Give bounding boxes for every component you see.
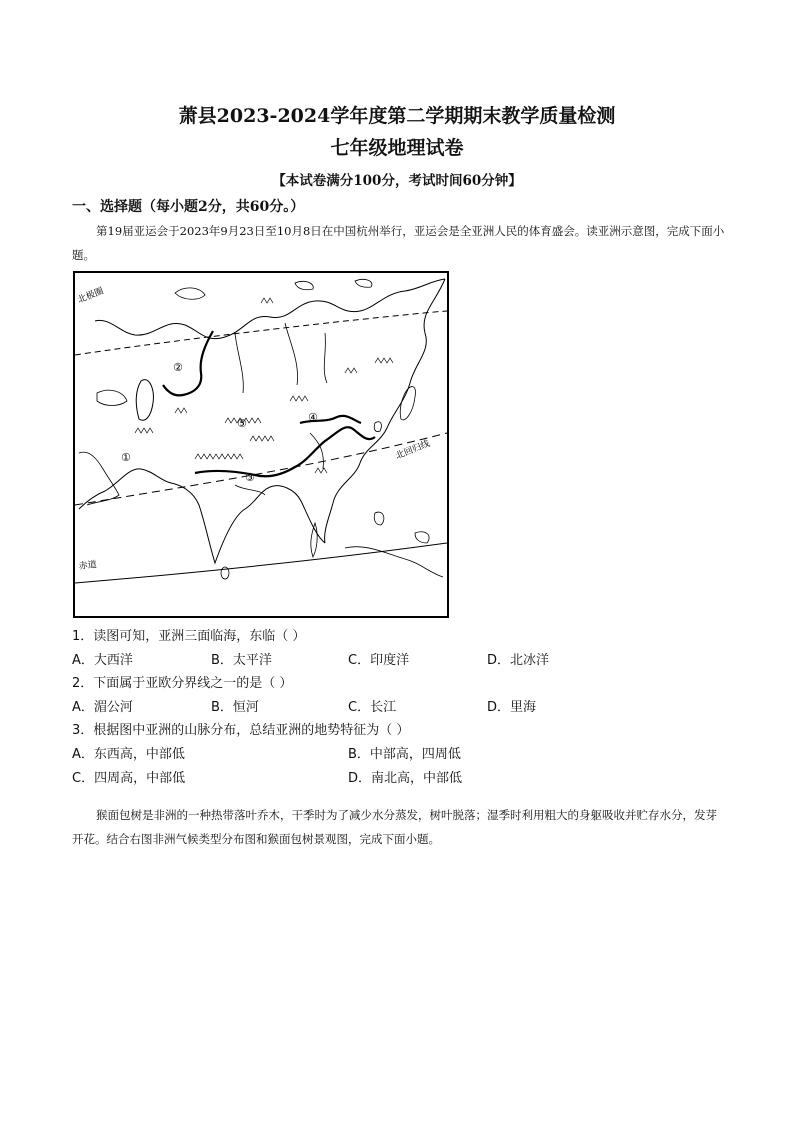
equator-line xyxy=(75,543,447,583)
question-1-option-d[interactable]: D．北冰洋 xyxy=(487,653,550,668)
island xyxy=(374,422,381,432)
exam-subtitle: 七年级地理试卷 xyxy=(330,137,464,159)
question-1-option-c[interactable]: C．印度洋 xyxy=(348,653,410,668)
island xyxy=(295,281,313,289)
tropic-of-cancer-label: 北回归线 xyxy=(394,439,432,462)
marker-5-label: ⑤ xyxy=(237,417,247,430)
west-coastline xyxy=(79,452,119,505)
island xyxy=(415,532,429,543)
question-3-option-d[interactable]: D．南北高，中部低 xyxy=(348,771,463,786)
question-2-option-c[interactable]: C．长江 xyxy=(348,700,397,715)
exam-note: 【本试卷满分100分，考试时间60分钟】 xyxy=(272,173,522,189)
island xyxy=(400,387,415,420)
question-1-option-b[interactable]: B．太平洋 xyxy=(211,653,272,668)
south-coastline xyxy=(79,469,325,563)
marker-2-label: ② xyxy=(173,361,183,374)
river xyxy=(285,323,298,385)
equator-label: 赤道 xyxy=(78,560,98,572)
section-intro-text: 第19届亚运会于2023年9月23日至10月8日在中国杭州举行，亚运会是全亚洲人民的体育盛会。读亚洲示意图，完成下面小题。 xyxy=(72,224,725,262)
island xyxy=(355,279,372,287)
marker-2 xyxy=(173,361,183,374)
islands-coast xyxy=(345,547,443,577)
east-coastline xyxy=(325,279,445,543)
mountain-symbols xyxy=(135,298,393,473)
marker-1 xyxy=(121,451,131,464)
section-heading: 一、选择题（每小题2分，共60分。） xyxy=(72,199,305,215)
question-3-option-b[interactable]: B．中部高，四周低 xyxy=(348,747,461,762)
marker-4 xyxy=(308,411,318,424)
river xyxy=(324,333,327,383)
caspian-sea xyxy=(136,380,153,421)
island xyxy=(374,512,384,525)
question-1-option-a[interactable]: A．大西洋 xyxy=(72,653,133,668)
section2-intro xyxy=(72,803,727,851)
arctic-coastline xyxy=(95,279,445,339)
question-2-option-d[interactable]: D．里海 xyxy=(487,700,537,715)
exam-title: 萧县2023-2024学年度第二学期期末教学质量检测 xyxy=(178,105,616,127)
asia-map xyxy=(73,271,449,618)
marker-3-label: ③ xyxy=(245,471,255,484)
island xyxy=(175,288,205,299)
asia-map-svg xyxy=(75,273,447,616)
section-intro xyxy=(72,219,732,267)
river xyxy=(235,333,243,393)
question-2-option-a[interactable]: A．湄公河 xyxy=(72,700,133,715)
question-3-option-a[interactable]: A．东西高，中部低 xyxy=(72,747,185,762)
question-2-stem: 2．下面属于亚欧分界线之一的是（ ） xyxy=(72,676,293,691)
asia-europe-boundary xyxy=(163,331,213,395)
marker-4-label: ④ xyxy=(308,411,318,424)
black-sea xyxy=(97,390,127,405)
question-3-option-c[interactable]: C．四周高，中部低 xyxy=(72,771,186,786)
question-3-stem: 3．根据图中亚洲的山脉分布，总结亚洲的地势特征为（ ） xyxy=(72,723,410,738)
question-1-stem: 1．读图可知，亚洲三面临海，东临（ ） xyxy=(72,629,306,644)
section2-intro-text: 猴面包树是非洲的一种热带落叶乔木，干季时为了减少水分蒸发，树叶脱落；湿季时利用粗大的身躯吸收并贮存水分，发芽开花。结合右图非洲气候类型分布图和猴面包树景观图，完成下面小题。 xyxy=(72,808,717,846)
arctic-circle-label: 北极圈 xyxy=(76,286,106,306)
question-2-option-b[interactable]: B．恒河 xyxy=(211,700,259,715)
marker-1-label: ① xyxy=(121,451,131,464)
marker-5 xyxy=(237,417,247,430)
marker-3 xyxy=(245,471,255,484)
arctic-circle-line xyxy=(75,311,447,355)
